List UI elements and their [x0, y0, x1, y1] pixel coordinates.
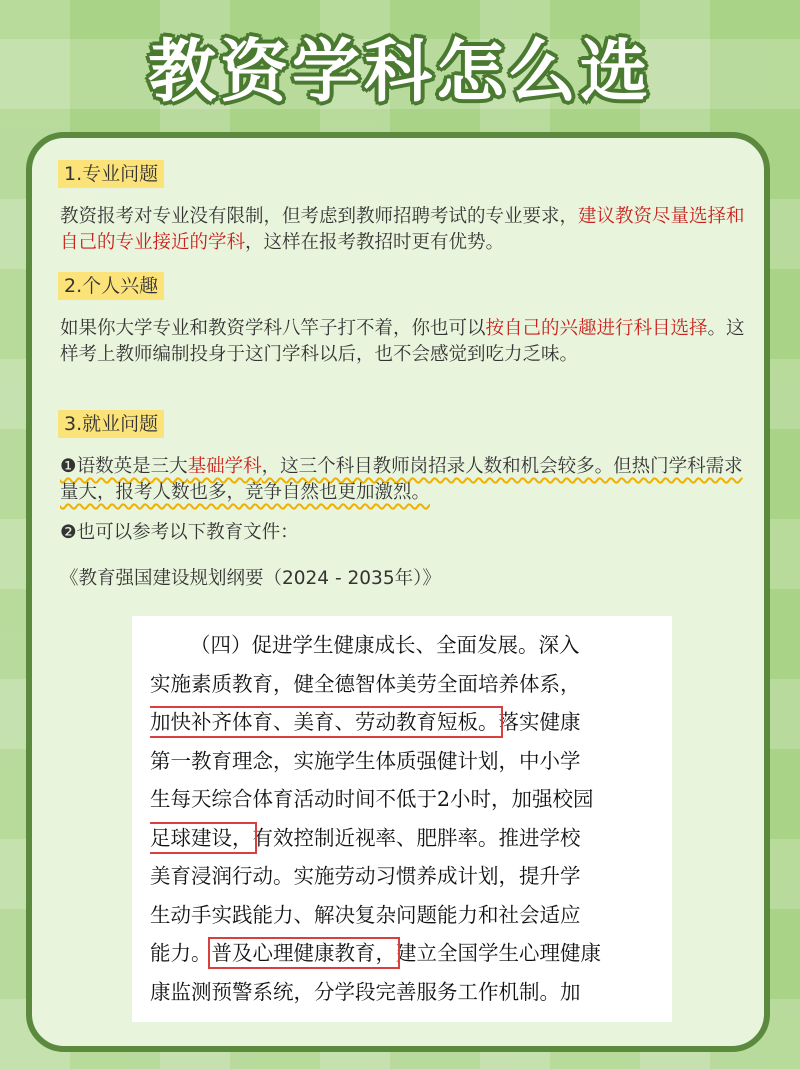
- section-point-1: ❶语数英是三大基础学科，这三个科目教师岗招录人数和机会较多。但热门学科需求量大，报考人数也多，竞争自然也更加激烈。: [60, 456, 743, 503]
- doc-line-10: 康监测预警系统，分学段完善服务工作机制。加: [150, 979, 581, 1004]
- section-point-2: ❷也可以参考以下教育文件：: [60, 522, 299, 543]
- doc-line-1: （四）促进学生健康成长、全面发展。深入: [190, 633, 580, 657]
- document-title: 《教育强国建设规划纲要（2024 - 2035年）》: [60, 568, 441, 589]
- section-heading-major: 1.专业问题: [58, 160, 164, 188]
- doc-line-7: 美育浸润行动。实施劳动习惯养成计划，提升学: [150, 864, 581, 888]
- doc-line-3: 加快补齐体育、美育、劳动教育短板。落实健康: [150, 710, 581, 734]
- doc-line-6: 足球建设，有效控制近视率、肥胖率。推进学校: [150, 825, 581, 850]
- highlight-box-football: 足球建设，: [150, 825, 253, 850]
- highlight-box-mental-health: 普及心理健康教育，: [211, 941, 396, 965]
- doc-line-9: 能力。普及心理健康教育，建立全国学生心理健康: [150, 941, 601, 965]
- doc-line-4: 第一教育理念，实施学生体质强健计划，中小学: [150, 748, 581, 773]
- doc-line-5: 生每天综合体育活动时间不低于2小时，加强校园: [150, 787, 594, 811]
- content-card: [26, 132, 770, 1052]
- section-heading-interest: 2.个人兴趣: [58, 272, 164, 300]
- document-excerpt: [132, 616, 672, 1022]
- page-title: 教资学科怎么选: [147, 33, 652, 112]
- section-text-interest: 如果你大学专业和教资学科八竿子打不着，你也可以按自己的兴趣进行科目选择。这样考上教师编制投身于这门学科以后，也不会感觉到吃力乏味。: [60, 318, 745, 365]
- doc-line-2: 实施素质教育，健全德智体美劳全面培养体系，: [150, 671, 581, 696]
- doc-line-8: 生动手实践能力、解决复杂问题能力和社会适应: [150, 902, 581, 927]
- section-text-major: 教资报考对专业没有限制，但考虑到教师招聘考试的专业要求，建议教资尽量选择和自己的专业接近的学科，这样在报考教招时更有优势。: [60, 206, 745, 253]
- highlight-box-pe: 加快补齐体育、美育、劳动教育短板。: [150, 710, 499, 734]
- section-heading-employment: 3.就业问题: [58, 410, 164, 438]
